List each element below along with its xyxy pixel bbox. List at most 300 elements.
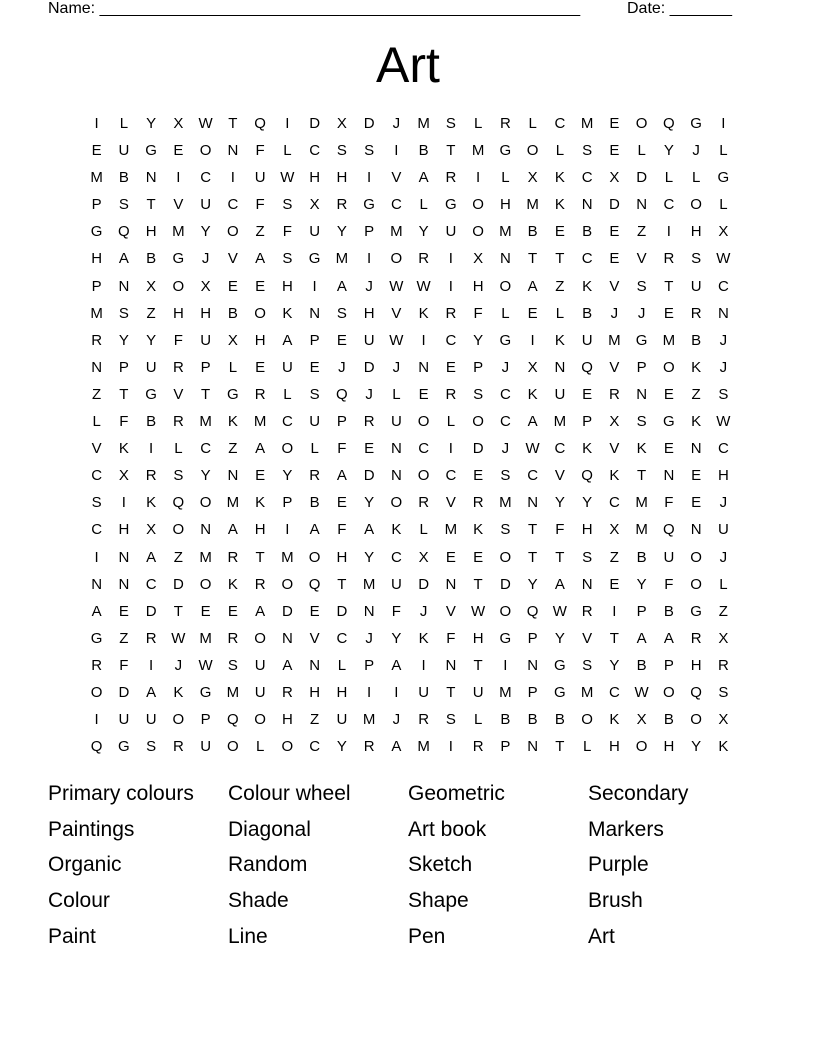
grid-letter: U: [418, 683, 430, 701]
grid-row: [83, 519, 737, 546]
grid-letter: I: [121, 494, 126, 512]
grid-letter: O: [417, 413, 430, 431]
grid-letter: B: [663, 711, 674, 729]
grid-letter: B: [146, 413, 157, 431]
grid-letter: M: [362, 711, 376, 729]
grid-letter: R: [91, 656, 103, 674]
grid-letter: P: [200, 711, 211, 729]
grid-letter: M: [553, 413, 567, 431]
grid-letter: D: [499, 575, 511, 593]
grid-letter: Y: [336, 223, 347, 241]
grid-letter: N: [690, 521, 702, 539]
grid-letter: O: [690, 711, 702, 729]
grid-letter: N: [581, 575, 593, 593]
grid-letter: R: [608, 385, 620, 403]
grid-letter: R: [336, 196, 348, 214]
grid-row: [83, 465, 737, 492]
word-list-item: Paint: [48, 924, 96, 948]
grid-letter: K: [173, 683, 184, 701]
grid-letter: B: [582, 304, 593, 322]
grid-letter: A: [255, 250, 266, 268]
grid-letter: G: [499, 629, 512, 647]
grid-letter: O: [172, 277, 185, 295]
grid-letter: E: [418, 385, 429, 403]
grid-letter: I: [421, 656, 426, 674]
grid-letter: J: [365, 385, 373, 403]
grid-letter: R: [717, 656, 729, 674]
word-list-item: Markers: [588, 817, 664, 841]
grid-letter: U: [254, 656, 266, 674]
grid-letter: H: [309, 169, 321, 187]
grid-letter: U: [118, 142, 130, 160]
grid-letter: B: [500, 711, 511, 729]
grid-letter: Y: [282, 467, 293, 485]
grid-letter: X: [473, 250, 484, 268]
grid-letter: S: [582, 656, 593, 674]
grid-letter: C: [717, 440, 729, 458]
grid-letter: M: [499, 223, 512, 241]
grid-letter: J: [501, 440, 510, 458]
grid-letter: M: [90, 304, 103, 322]
grid-letter: E: [663, 304, 674, 322]
grid-letter: C: [554, 115, 566, 132]
grid-letter: C: [309, 738, 321, 756]
grid-letter: X: [609, 521, 620, 539]
grid-letter: O: [581, 711, 593, 729]
grid-letter: L: [637, 142, 646, 160]
grid-letter: M: [635, 521, 648, 539]
grid-letter: P: [636, 602, 647, 620]
grid-letter: L: [419, 521, 428, 539]
grid-letter: L: [119, 115, 129, 132]
grid-letter: Q: [663, 521, 675, 539]
grid-letter: O: [690, 575, 702, 593]
grid-letter: L: [719, 142, 728, 160]
grid-letter: C: [91, 467, 103, 485]
grid-letter: N: [390, 440, 402, 458]
grid-letter: S: [91, 494, 102, 512]
grid-letter: X: [146, 521, 157, 539]
grid-letter: I: [448, 250, 453, 268]
grid-letter: L: [228, 358, 238, 376]
grid-letter: A: [146, 548, 157, 566]
grid-letter: R: [254, 385, 266, 403]
word-list-item: Pen: [408, 924, 446, 948]
grid-letter: C: [608, 494, 620, 512]
grid-letter: W: [171, 629, 186, 647]
grid-letter: B: [146, 250, 157, 268]
grid-letter: C: [281, 413, 293, 431]
grid-letter: M: [199, 629, 212, 647]
grid-row: [83, 194, 737, 221]
grid-letter: D: [118, 683, 130, 701]
grid-letter: E: [200, 602, 211, 620]
grid-letter: E: [309, 358, 320, 376]
grid-row: [83, 628, 737, 655]
grid-letter: N: [445, 575, 457, 593]
grid-letter: H: [472, 629, 484, 647]
word-list-item: Colour wheel: [228, 782, 351, 805]
grid-letter: D: [636, 169, 648, 187]
grid-letter: Y: [118, 331, 129, 349]
grid-letter: S: [173, 467, 184, 485]
grid-letter: N: [309, 304, 321, 322]
grid-letter: L: [419, 196, 428, 214]
grid-letter: O: [281, 738, 294, 756]
grid-letter: S: [282, 196, 293, 214]
grid-letter: O: [526, 142, 539, 160]
grid-letter: X: [527, 169, 538, 187]
grid-letter: X: [309, 196, 320, 214]
grid-letter: U: [390, 413, 402, 431]
grid-letter: J: [719, 358, 728, 376]
grid-letter: L: [310, 440, 319, 458]
grid-letter: J: [338, 358, 346, 376]
grid-letter: H: [254, 331, 266, 349]
grid-letter: K: [691, 358, 702, 376]
grid-letter: N: [581, 196, 593, 214]
word-list-item: Line: [228, 924, 268, 948]
grid-letter: N: [281, 629, 293, 647]
grid-letter: E: [445, 358, 456, 376]
grid-letter: L: [283, 385, 292, 403]
grid-letter: B: [118, 169, 129, 187]
grid-letter: R: [254, 575, 266, 593]
grid-letter: Q: [308, 575, 321, 593]
grid-row: [83, 547, 737, 574]
grid-letter: I: [367, 683, 372, 701]
grid-letter: N: [527, 494, 539, 512]
grid-letter: S: [718, 385, 729, 403]
grid-letter: I: [448, 440, 453, 458]
grid-letter: M: [499, 494, 512, 512]
grid-letter: R: [172, 413, 184, 431]
grid-letter: A: [255, 602, 266, 620]
grid-letter: M: [417, 738, 430, 756]
word-list-item: Secondary: [588, 782, 689, 805]
grid-letter: D: [309, 115, 321, 132]
grid-letter: G: [90, 223, 103, 241]
grid-letter: X: [200, 277, 211, 295]
grid-letter: P: [336, 413, 347, 431]
grid-letter: T: [119, 385, 129, 403]
grid-letter: B: [636, 548, 647, 566]
grid-letter: B: [691, 331, 702, 349]
grid-letter: X: [609, 169, 620, 187]
grid-letter: H: [336, 683, 348, 701]
grid-letter: K: [609, 467, 620, 485]
grid-letter: G: [717, 169, 730, 187]
grid-letter: N: [527, 656, 539, 674]
grid-letter: N: [118, 575, 130, 593]
grid-letter: C: [91, 521, 103, 539]
word-list-item: Geometric: [408, 782, 505, 805]
grid-letter: U: [309, 223, 321, 241]
grid-letter: P: [527, 683, 538, 701]
grid-letter: I: [448, 738, 453, 756]
grid-letter: O: [635, 738, 648, 756]
grid-letter: N: [636, 196, 648, 214]
grid-letter: Q: [227, 711, 239, 729]
grid-letter: X: [636, 711, 647, 729]
grid-letter: O: [690, 548, 702, 566]
grid-letter: V: [609, 277, 620, 295]
grid-letter: U: [690, 277, 702, 295]
grid-letter: C: [499, 413, 511, 431]
grid-letter: P: [91, 277, 102, 295]
grid-letter: T: [446, 683, 456, 701]
grid-letter: U: [309, 413, 321, 431]
grid-letter: A: [391, 656, 402, 674]
date-field-label: Date: _______: [627, 0, 732, 17]
grid-letter: R: [663, 250, 675, 268]
grid-letter: K: [554, 196, 565, 214]
grid-letter: F: [255, 196, 265, 214]
grid-letter: O: [635, 115, 648, 132]
grid-row: [83, 140, 737, 167]
grid-letter: T: [201, 385, 211, 403]
grid-letter: Q: [581, 467, 593, 485]
grid-letter: L: [555, 142, 565, 160]
grid-letter: Q: [172, 494, 185, 512]
grid-row: [83, 221, 737, 248]
grid-letter: M: [362, 575, 376, 593]
grid-row: [83, 167, 737, 194]
grid-letter: O: [472, 223, 484, 241]
grid-letter: A: [309, 521, 320, 539]
grid-letter: R: [581, 602, 593, 620]
grid-letter: C: [581, 250, 593, 268]
grid-letter: Y: [364, 494, 375, 512]
grid-row: [83, 248, 737, 275]
word-list-item: Art: [588, 924, 615, 948]
grid-letter: P: [500, 738, 511, 756]
grid-row: [83, 357, 737, 384]
grid-letter: H: [281, 711, 293, 729]
grid-letter: I: [394, 683, 399, 701]
grid-letter: G: [499, 331, 512, 349]
grid-letter: O: [227, 738, 239, 756]
grid-letter: A: [227, 521, 238, 539]
grid-letter: N: [445, 656, 457, 674]
grid-letter: G: [554, 656, 566, 674]
grid-letter: R: [363, 413, 375, 431]
grid-letter: K: [227, 413, 238, 431]
grid-letter: Y: [609, 656, 620, 674]
grid-letter: L: [528, 115, 537, 132]
grid-letter: C: [309, 142, 321, 160]
grid-letter: V: [609, 358, 620, 376]
grid-letter: C: [527, 467, 539, 485]
grid-letter: X: [118, 467, 129, 485]
grid-letter: I: [285, 521, 290, 539]
grid-letter: A: [364, 521, 375, 539]
grid-letter: C: [145, 575, 157, 593]
grid-letter: L: [473, 115, 483, 132]
grid-letter: H: [145, 223, 157, 241]
grid-letter: A: [91, 602, 102, 620]
grid-letter: N: [227, 142, 239, 160]
grid-letter: O: [390, 494, 403, 512]
grid-letter: L: [446, 413, 456, 431]
grid-letter: U: [200, 196, 212, 214]
grid-letter: S: [118, 304, 129, 322]
grid-letter: J: [719, 548, 728, 566]
grid-letter: V: [391, 304, 402, 322]
grid-letter: T: [173, 602, 183, 620]
word-list-item: Sketch: [408, 853, 473, 877]
grid-letter: Z: [146, 304, 156, 322]
grid-letter: E: [527, 304, 538, 322]
grid-letter: X: [418, 548, 429, 566]
grid-letter: H: [499, 196, 511, 214]
grid-letter: P: [118, 358, 129, 376]
grid-letter: F: [664, 494, 674, 512]
grid-letter: K: [146, 494, 157, 512]
grid-letter: E: [609, 223, 620, 241]
grid-row: [83, 384, 737, 411]
grid-letter: Z: [310, 711, 320, 729]
grid-letter: O: [227, 223, 239, 241]
grid-letter: S: [364, 142, 375, 160]
grid-row: [83, 736, 737, 763]
word-list-item: Paintings: [48, 817, 135, 841]
grid-letter: L: [664, 169, 674, 187]
grid-letter: K: [418, 629, 429, 647]
grid-letter: S: [282, 250, 293, 268]
grid-letter: U: [200, 331, 212, 349]
grid-letter: G: [663, 413, 675, 431]
grid-letter: X: [336, 115, 347, 132]
grid-letter: E: [309, 602, 320, 620]
grid-letter: U: [336, 711, 348, 729]
grid-letter: O: [90, 683, 103, 701]
grid-letter: M: [226, 683, 240, 701]
grid-letter: X: [609, 413, 620, 431]
grid-letter: T: [528, 548, 538, 566]
grid-letter: D: [336, 602, 348, 620]
grid-letter: N: [200, 521, 212, 539]
grid-letter: N: [227, 467, 239, 485]
grid-letter: N: [145, 169, 157, 187]
grid-letter: K: [554, 169, 565, 187]
grid-letter: C: [390, 548, 402, 566]
grid-letter: E: [609, 115, 620, 132]
grid-letter: N: [717, 304, 729, 322]
grid-letter: N: [309, 656, 321, 674]
grid-letter: T: [228, 115, 238, 132]
grid-letter: M: [226, 494, 240, 512]
grid-letter: H: [118, 521, 130, 539]
grid-letter: G: [227, 385, 239, 403]
grid-letter: X: [718, 711, 729, 729]
grid-letter: V: [173, 385, 184, 403]
grid-letter: D: [418, 575, 430, 593]
grid-letter: E: [663, 440, 674, 458]
grid-letter: H: [281, 277, 293, 295]
grid-letter: S: [118, 196, 129, 214]
grid-letter: Y: [418, 223, 429, 241]
grid-letter: A: [418, 169, 429, 187]
grid-letter: D: [472, 440, 484, 458]
grid-letter: E: [473, 548, 484, 566]
word-list-item: Shade: [228, 889, 289, 913]
grid-letter: T: [555, 738, 565, 756]
grid-letter: Q: [118, 223, 130, 241]
grid-letter: Z: [173, 548, 183, 566]
grid-letter: T: [337, 575, 347, 593]
grid-letter: W: [389, 277, 404, 295]
grid-letter: H: [608, 738, 620, 756]
grid-letter: E: [227, 602, 238, 620]
grid-letter: A: [336, 277, 347, 295]
grid-letter: L: [582, 738, 592, 756]
grid-letter: Z: [92, 385, 102, 403]
grid-letter: C: [717, 277, 729, 295]
grid-letter: H: [336, 169, 348, 187]
grid-letter: E: [609, 575, 620, 593]
grid-row: [83, 303, 737, 330]
grid-letter: O: [254, 711, 266, 729]
grid-letter: W: [389, 331, 404, 349]
grid-letter: M: [471, 142, 485, 160]
grid-letter: S: [146, 738, 157, 756]
grid-letter: C: [445, 331, 457, 349]
grid-letter: J: [637, 304, 646, 322]
grid-letter: Y: [554, 494, 565, 512]
grid-letter: L: [501, 304, 510, 322]
grid-letter: C: [418, 440, 430, 458]
grid-letter: J: [501, 358, 510, 376]
grid-letter: R: [172, 738, 184, 756]
grid-letter: B: [227, 304, 238, 322]
grid-letter: Q: [336, 385, 348, 403]
grid-letter: B: [636, 656, 647, 674]
grid-letter: P: [582, 413, 593, 431]
grid-row: [83, 601, 737, 628]
grid-letter: R: [418, 250, 430, 268]
grid-letter: M: [90, 169, 103, 187]
grid-row: [83, 276, 737, 303]
grid-letter: R: [472, 494, 484, 512]
grid-letter: O: [690, 196, 702, 214]
grid-letter: U: [581, 331, 593, 349]
grid-letter: M: [199, 413, 212, 431]
grid-letter: R: [309, 467, 321, 485]
grid-letter: A: [255, 440, 266, 458]
grid-letter: W: [471, 602, 486, 620]
grid-letter: U: [200, 738, 212, 756]
grid-letter: G: [145, 385, 157, 403]
grid-letter: S: [582, 142, 593, 160]
grid-letter: I: [612, 602, 617, 620]
grid-letter: E: [445, 548, 456, 566]
grid-letter: N: [91, 358, 103, 376]
grid-letter: E: [609, 142, 620, 160]
grid-letter: S: [500, 467, 511, 485]
grid-letter: H: [91, 250, 103, 268]
grid-letter: P: [663, 656, 674, 674]
grid-letter: Y: [554, 629, 565, 647]
grid-letter: V: [227, 250, 238, 268]
grid-letter: K: [582, 277, 593, 295]
grid-letter: N: [636, 385, 648, 403]
grid-letter: L: [473, 711, 483, 729]
grid-letter: I: [94, 711, 99, 729]
grid-letter: U: [663, 548, 675, 566]
grid-letter: X: [146, 277, 157, 295]
grid-letter: O: [199, 575, 212, 593]
